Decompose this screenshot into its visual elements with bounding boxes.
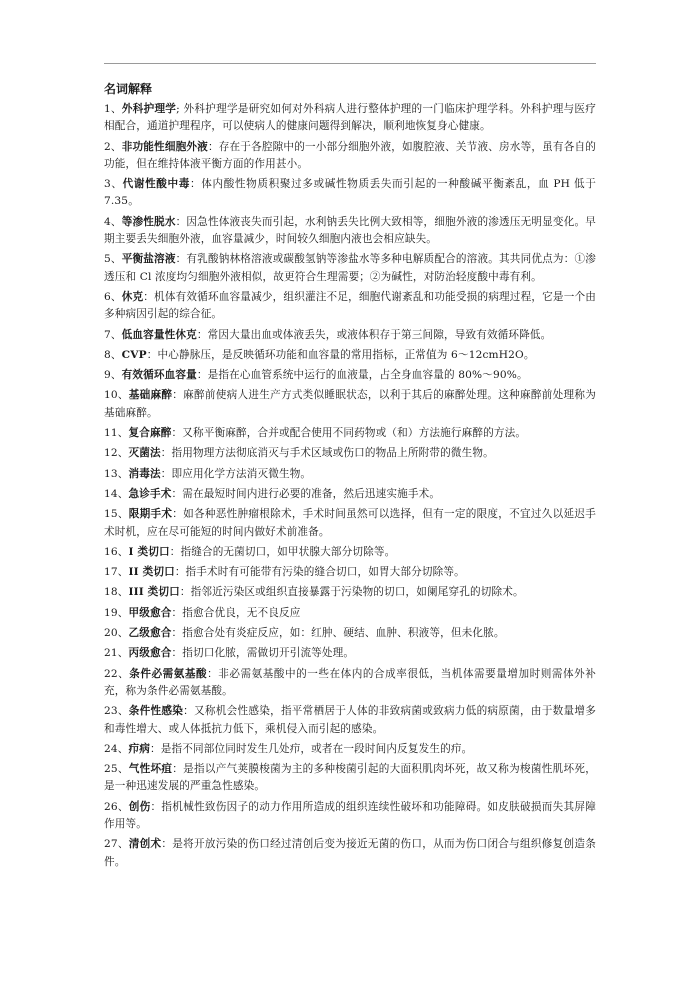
entry-term: 等渗性脱水 xyxy=(121,215,176,228)
entry-definition: ：是指以产气荚膜梭菌为主的多种梭菌引起的大面积肌肉坏死，故又称为梭菌性肌坏死，是一种迅速发展的严重急性感染。 xyxy=(104,763,596,793)
entry-term: 乙级愈合 xyxy=(128,627,172,640)
entry-term: 限期手术 xyxy=(128,508,173,521)
entry-number: 7、 xyxy=(104,328,122,341)
entry-definition: ：指缝合的无菌切口，如甲状腺大部分切除等。 xyxy=(169,545,396,558)
entry-definition: ：机体有效循环血容量减少，组织灌注不足，细胞代谢紊乱和功能受损的病理过程，它是一个由多种病因引起的综合征。 xyxy=(104,290,596,321)
entry-number: 10、 xyxy=(104,389,129,402)
entry-number: 24、 xyxy=(104,742,129,755)
entry-number: 25、 xyxy=(104,763,129,776)
entry-definition: ：又称机会性感染，指平常栖居于人体的非致病菌或致病力低的病原菌，由于数量增多和毒性增大、或人体抵抗力低下，乘机侵入而引起的感染。 xyxy=(104,705,596,735)
entry-definition: ：存在于各腔隙中的一小部分细胞外液，如腹腔液、关节液、房水等，虽有各自的功能，但在维持体液平衡方面的作用甚小。 xyxy=(104,140,597,170)
entry-term: 有效循环血容量 xyxy=(121,369,197,382)
entry-number: 3、 xyxy=(104,178,123,191)
entry-definition: ; 外科护理学是研究如何对外科病人进行整体护理的一门临床护理学科。外科护理与医疗相配合，通道护理程序，可以使病人的健康问题得到解决，顺利地恢复身心健康。 xyxy=(104,103,597,133)
definition-entry xyxy=(104,251,596,286)
definition-entry xyxy=(104,466,596,483)
entry-definition: ：是指不同部位同时发生几处疖，或者在一段时间内反复发生的疖。 xyxy=(150,742,473,755)
entry-term: 条件必需氨基酸 xyxy=(129,667,208,680)
definition-entry xyxy=(104,761,596,796)
entry-term: 条件性感染 xyxy=(128,705,184,718)
entry-term: 甲级愈合 xyxy=(128,606,172,619)
entry-number: 27、 xyxy=(104,838,129,851)
entry-definition: ：常因大量出血或体液丢失，或液体积存于第三间隙，导致有效循环降低。 xyxy=(196,328,552,341)
definition-entry xyxy=(104,666,596,701)
entry-number: 21、 xyxy=(104,647,129,660)
entry-definition: ：即应用化学方法消灭微生物。 xyxy=(160,467,312,480)
definition-entry xyxy=(104,289,596,324)
entry-definition: ：指切口化脓，需做切开引流等处理。 xyxy=(171,647,355,660)
entry-term: 疖病 xyxy=(128,742,151,755)
definition-entry xyxy=(104,836,596,871)
document-body xyxy=(104,80,596,874)
entry-definition: ：是将开放污染的伤口经过清创后变为接近无菌的伤口，从而为伤口闭合与组织修复创造条件。 xyxy=(104,838,596,868)
definition-entry xyxy=(104,425,596,442)
definition-entry xyxy=(104,139,596,174)
entry-term: III 类切口 xyxy=(128,586,180,599)
definition-entry xyxy=(104,544,596,561)
entry-definition: ：需在最短时间内进行必要的准备，然后迅速实施手术。 xyxy=(171,487,441,500)
entry-number: 5、 xyxy=(104,253,122,266)
entry-term: 丙级愈合 xyxy=(128,647,172,660)
entry-definition: ：又称平衡麻醉，合并或配合使用不同药物或（和）方法施行麻醉的方法。 xyxy=(171,427,527,440)
definition-entry xyxy=(104,101,596,136)
definition-entry xyxy=(104,327,596,344)
entry-term: 代谢性酸中毒 xyxy=(122,178,190,191)
definition-entry xyxy=(104,703,596,738)
entry-definition: ：中心静脉压，是反映循环功能和血容量的常用指标，正常值为 6～12cmH2O。 xyxy=(146,348,535,361)
entry-number: 23、 xyxy=(104,705,129,718)
section-heading: 名词解释 xyxy=(104,82,153,96)
entry-definition: ：指手术时有可能带有污染的缝合切口，如胃大部分切除等。 xyxy=(174,566,465,579)
entry-number: 22、 xyxy=(104,667,130,680)
entry-number: 9、 xyxy=(104,369,122,382)
entry-term: 休克 xyxy=(121,290,144,303)
definition-entry xyxy=(104,645,596,662)
entry-number: 12、 xyxy=(104,447,129,460)
entry-definition: ：体内酸性物质积聚过多或碱性物质丢失而引起的一种酸碱平衡紊乱，血 PH 低于 7.35。 xyxy=(104,178,596,208)
entry-number: 1、 xyxy=(104,103,122,115)
entry-term: 消毒法 xyxy=(128,467,161,480)
header-rule xyxy=(104,63,596,64)
entry-term: 创伤 xyxy=(128,800,151,813)
entry-term: 非功能性细胞外液 xyxy=(121,140,208,153)
entry-term: 低血容量性休克 xyxy=(121,328,197,341)
entry-definition: ：指邻近污染区或组织直接暴露于污染物的切口，如阑尾穿孔的切除术。 xyxy=(179,586,524,599)
entry-number: 6、 xyxy=(104,290,122,303)
entry-term: II 类切口 xyxy=(128,566,175,579)
entry-definition: ：是指在心血管系统中运行的血液量，占全身血容量的 80%～90%。 xyxy=(196,369,528,382)
entry-term: 清创术 xyxy=(128,838,162,851)
entry-term: 基础麻醉 xyxy=(128,389,173,402)
entry-term: I 类切口 xyxy=(128,545,170,558)
entry-definition: ：麻醉前使病人进生产方式类似睡眠状态，以利于其后的麻醉处理。这种麻醉前处理称为基础麻醉。 xyxy=(104,389,596,419)
definition-entry xyxy=(104,584,596,601)
entry-number: 13、 xyxy=(104,467,129,480)
entry-definition: ：指愈合优良，无不良反应 xyxy=(171,606,301,619)
definition-entry xyxy=(104,486,596,503)
definition-entry xyxy=(104,367,596,384)
entry-number: 19、 xyxy=(104,606,129,619)
definition-list xyxy=(104,101,596,871)
entry-definition: ：因急性体液丧失而引起，水利钠丢失比例大致相等，细胞外液的渗透压无明显变化。早期主要丢失细胞外液，血容量减少，时间较久细胞内液也会相应缺失。 xyxy=(104,215,596,246)
entry-term: 平衡盐溶液 xyxy=(121,253,176,266)
entry-definition: ：非必需氨基酸中的一些在体内的合成率很低，当机体需要量增加时则需体外补充，称为条件必需氨基酸。 xyxy=(104,667,596,697)
entry-number: 2、 xyxy=(104,140,122,153)
entry-number: 4、 xyxy=(104,215,122,228)
entry-definition: ：如各种恶性肿瘤根除术，手术时间虽然可以选择，但有一定的限度，不宜过久以延迟手术时机，应在尽可能短的时间内做好术前准备。 xyxy=(104,508,596,538)
entry-number: 11、 xyxy=(104,427,129,440)
entry-number: 17、 xyxy=(104,566,129,579)
entry-number: 16、 xyxy=(104,545,129,558)
definition-entry xyxy=(104,347,596,364)
definition-entry xyxy=(104,605,596,622)
entry-term: 复合麻醉 xyxy=(128,427,172,440)
definition-entry xyxy=(104,625,596,642)
definition-entry xyxy=(104,445,596,462)
entry-term: 气性坏疽 xyxy=(128,763,173,776)
definition-entry xyxy=(104,564,596,581)
entry-term: 外科护理学 xyxy=(121,103,177,115)
entry-number: 18、 xyxy=(104,586,129,599)
entry-definition: ：指愈合处有炎症反应，如：红肿、硬结、血肿、积液等，但未化脓。 xyxy=(171,627,505,640)
entry-number: 8、 xyxy=(104,348,122,361)
definition-entry xyxy=(104,799,596,834)
definition-entry xyxy=(104,741,596,758)
entry-definition: ：指用物理方法彻底消灭与手术区域或伤口的物品上所附带的微生物。 xyxy=(160,447,494,460)
definition-entry xyxy=(104,214,596,249)
entry-definition: ：指机械性致伤因子的动力作用所造成的组织连续性破坏和功能障碍。如皮肤破损而失其屏障作用等。 xyxy=(104,800,596,830)
entry-number: 15、 xyxy=(104,508,129,521)
definition-entry xyxy=(104,506,596,541)
entry-number: 26、 xyxy=(104,800,129,813)
definition-entry xyxy=(104,387,596,422)
entry-term: CVP xyxy=(121,348,147,361)
entry-number: 14、 xyxy=(104,487,129,500)
entry-term: 急诊手术 xyxy=(128,487,172,500)
definition-entry xyxy=(104,176,596,211)
entry-term: 灭菌法 xyxy=(128,447,161,460)
entry-definition: ：有乳酸钠林格溶液或碳酸氢钠等渗盐水等多种电解质配合的溶液。其共同优点为：①渗透压和 Cl 浓度均匀细胞外液相似，故更符合生理需要；②为碱性，对防治轻度酸中毒有利。 xyxy=(104,253,596,283)
entry-number: 20、 xyxy=(104,627,129,640)
